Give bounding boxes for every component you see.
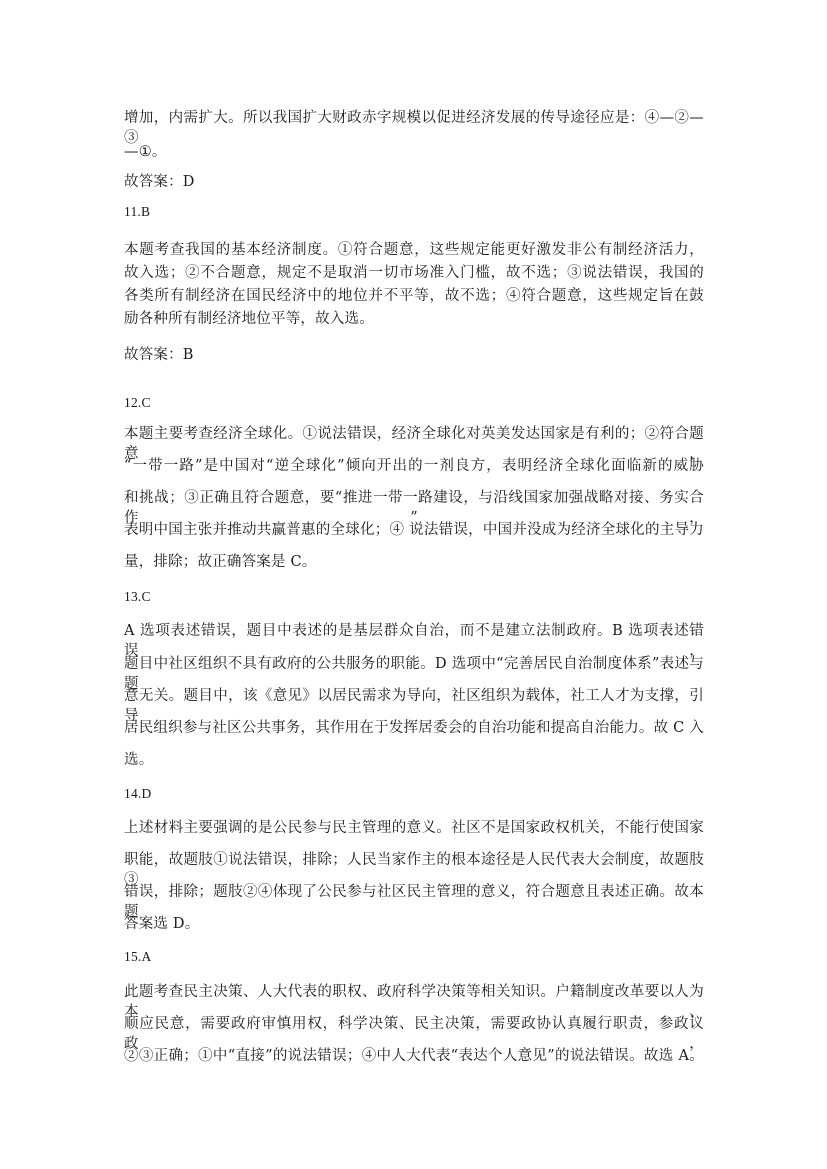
text-line: 增加，内需扩大。所以我国扩大财政赤字规模以促进经济发展的传导途径应是：④—②—③	[124, 110, 704, 146]
text-line: ②③正确；①中“直接”的说法错误；④中人大代表“表达个人意见”的说法错误。故选 A。	[124, 1048, 704, 1064]
text-line: “一带一路”是中国对“逆全球化”倾向开出的一剂良方，表明经济全球化面临新的威胁	[124, 458, 704, 474]
question-number: 14.D	[124, 786, 152, 801]
question-number: 12.C	[124, 395, 151, 410]
text-line: 题目中社区组织不具有政府的公共服务的职能。D 选项中“完善居民自治制度体系”表述与题	[124, 656, 704, 692]
question-number: 11.B	[124, 204, 151, 219]
question-number: 15.A	[124, 949, 152, 964]
text-line: 量，排除；故正确答案是 C。	[124, 554, 317, 570]
text-line: 和挑战；③正确且符合题意，要“推进一带一路建设，与沿线国家加强战略对接、务实合作”，	[124, 490, 704, 526]
text-line: 选。	[124, 752, 154, 768]
text-line: 意无关。题目中，该《意见》以居民需求为导向，社区组织为载体，社工人才为支撑，引导	[124, 688, 704, 724]
text-line: 故入选；②不合题意，规定不是取消一切市场准入门槛，故不选；③说法错误，我国的	[124, 265, 704, 281]
text-line: 本题主要考查经济全球化。①说法错误，经济全球化对英美发达国家是有利的；②符合题意，	[124, 426, 704, 462]
text-line: 错误，排除；题肢②④体现了公民参与社区民主管理的意义，符合题意且表述正确。故本题	[124, 884, 704, 920]
question-number: 13.C	[124, 589, 151, 604]
text-line: 励各种所有制经济地位平等，故入选。	[124, 311, 374, 327]
text-line: 本题考查我国的基本经济制度。①符合题意，这些规定能更好激发非公有制经济活力，	[124, 242, 704, 258]
text-line: 表明中国主张并推动共赢普惠的全球化；④ 说法错误，中国并没成为经济全球化的主导力	[124, 522, 704, 538]
text-line: 各类所有制经济在国民经济中的地位并不平等，故不选；④符合题意，这些规定旨在鼓	[124, 288, 704, 304]
text-line: 上述材料主要强调的是公民参与民主管理的意义。社区不是国家政权机关，不能行使国家	[124, 820, 704, 836]
text-line: A 选项表述错误，题目中表述的是基层群众自治，而不是建立法制政府。B 选项表述错误，	[124, 623, 704, 659]
text-line: 顺应民意，需要政府审慎用权，科学决策、民主决策，需要政协认真履行职责，参政议政，	[124, 1016, 704, 1052]
text-line: 居民组织参与社区公共事务，其作用在于发挥居委会的自治功能和提高自治能力。故 C 入	[124, 720, 704, 736]
text-line: 故答案：B	[124, 347, 194, 363]
text-line: —①。	[124, 144, 167, 160]
text-line: 答案选 D。	[124, 916, 200, 932]
text-line: 职能，故题肢①说法错误，排除；人民当家作主的根本途径是人民代表大会制度，故题肢③	[124, 852, 704, 888]
text-line: 故答案：D	[124, 174, 195, 190]
text-line: 此题考查民主决策、人大代表的职权、政府科学决策等相关知识。户籍制度改革要以人为本、	[124, 984, 704, 1020]
